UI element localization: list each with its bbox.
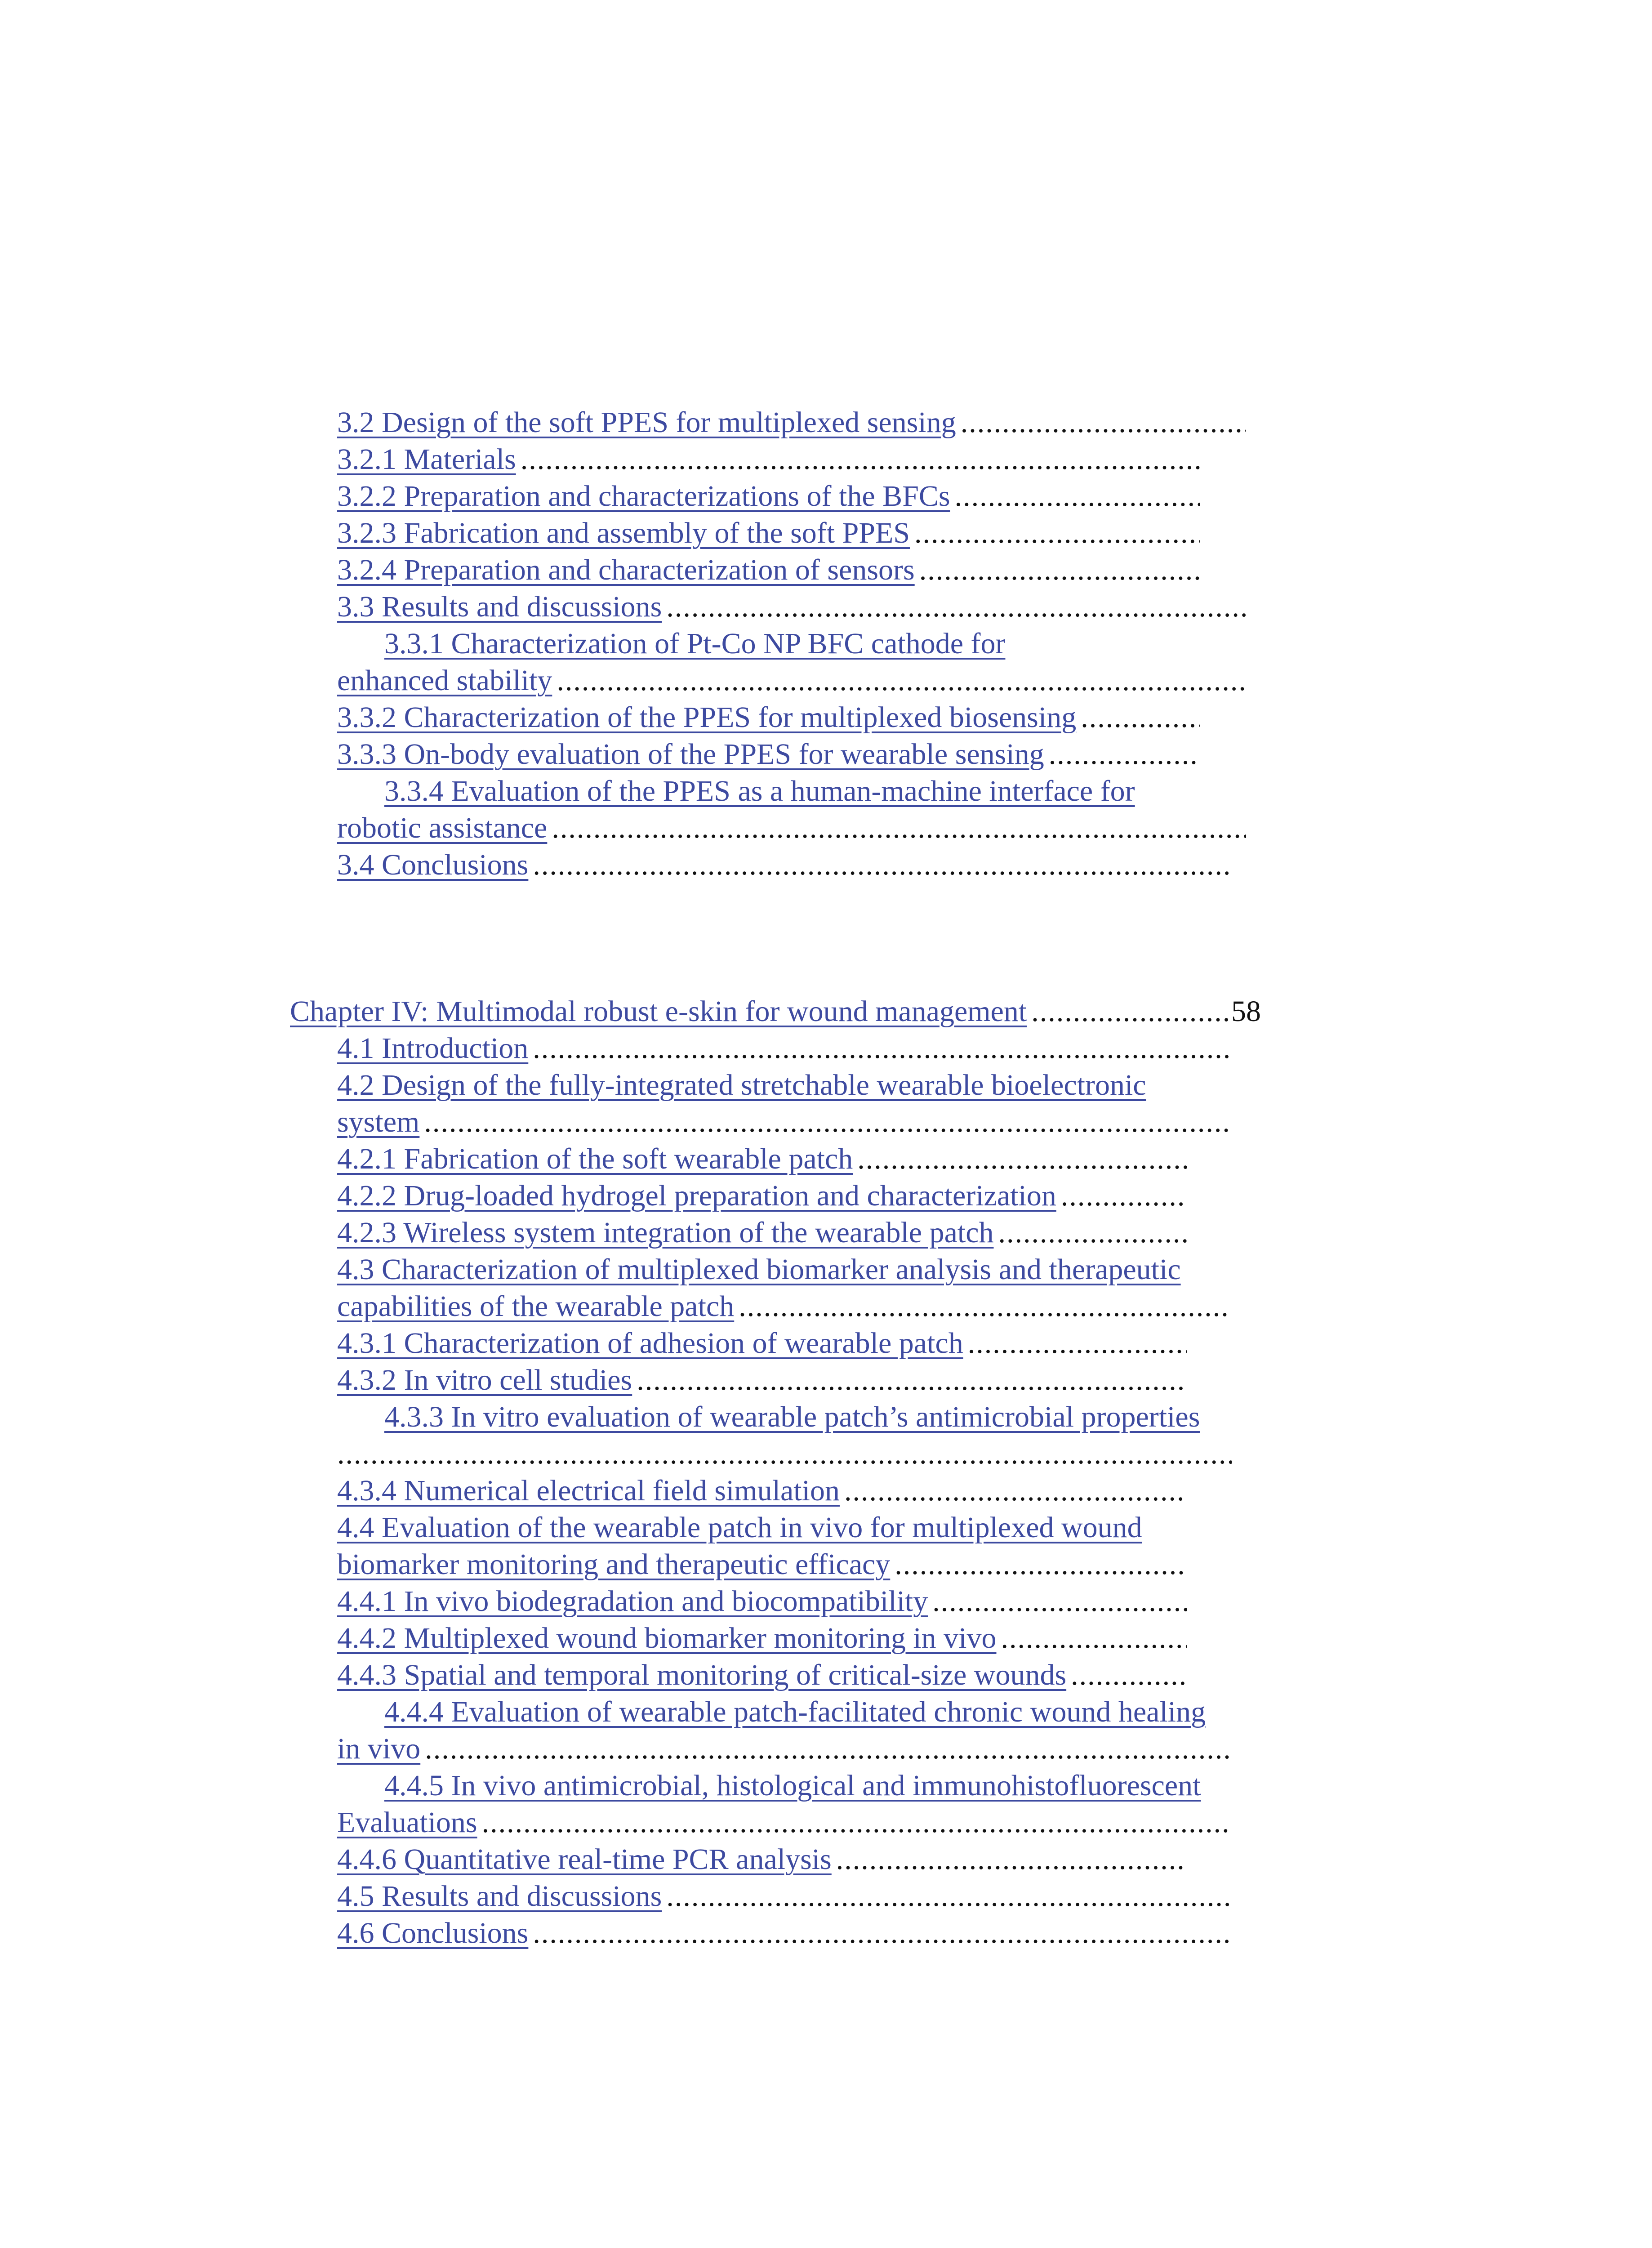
toc-link[interactable]: 4.5 Results and discussions: [337, 1880, 662, 1913]
toc-entry: [337, 478, 1200, 514]
toc-link[interactable]: 4.4.3 Spatial and temporal monitoring of critical-size wounds: [337, 1659, 1067, 1691]
dot-leader: [955, 478, 1200, 514]
toc-entry: [337, 1030, 1232, 1066]
toc-link[interactable]: 4.3.1 Characterization of adhesion of wearable patch: [337, 1327, 963, 1360]
toc-entry: [384, 1768, 1256, 1804]
toc-link[interactable]: 3.2.1 Materials: [337, 443, 516, 476]
dot-leader: [836, 1842, 1187, 1878]
toc-link[interactable]: 4.6 Conclusions: [337, 1917, 529, 1949]
toc-entry: [337, 1805, 1232, 1841]
dot-leader: [557, 663, 1246, 699]
toc-entry: [337, 1547, 1187, 1583]
dot-leader: [895, 1547, 1187, 1583]
dot-leader: [919, 552, 1200, 588]
toc-entry: [337, 1252, 1259, 1288]
toc-link[interactable]: 4.4.6 Quantitative real-time PCR analysis: [337, 1843, 832, 1876]
dot-leader: [914, 515, 1200, 551]
toc-link[interactable]: 4.2 Design of the fully-integrated stretchable wearable bioelectronic: [337, 1069, 1146, 1102]
toc-entry: [337, 1289, 1227, 1325]
toc-link[interactable]: 3.3 Results and discussions: [337, 590, 662, 623]
dot-leader: [337, 1436, 1232, 1472]
dot-leader: [424, 1104, 1232, 1140]
toc-entry: [337, 1141, 1187, 1177]
toc-entry: [337, 1067, 1236, 1103]
toc-link[interactable]: system: [337, 1106, 420, 1138]
toc-entry: [337, 1362, 1187, 1398]
toc-link[interactable]: 3.3.2 Characterization of the PPES for multiplexed biosensing: [337, 701, 1077, 734]
dot-leader: [1049, 736, 1200, 772]
toc-link[interactable]: 4.3.4 Numerical electrical field simulation: [337, 1474, 840, 1507]
toc-entry: [337, 405, 1246, 441]
toc-link[interactable]: 3.2 Design of the soft PPES for multiplexed sensing: [337, 406, 956, 439]
dot-leader: [932, 1583, 1187, 1619]
toc-link[interactable]: 4.3.2 In vitro cell studies: [337, 1364, 632, 1396]
toc-entry: [337, 1620, 1187, 1656]
toc-link[interactable]: 4.4.2 Multiplexed wound biomarker monitoring in vivo: [337, 1622, 997, 1655]
toc-link[interactable]: 3.3.3 On-body evaluation of the PPES for wearable sensing: [337, 738, 1044, 771]
toc-entry: [337, 1104, 1232, 1140]
toc-link[interactable]: 4.2.2 Drug-loaded hydrogel preparation and characterization: [337, 1179, 1056, 1212]
toc-entry: [337, 700, 1200, 736]
toc-entry: [337, 589, 1246, 625]
toc-entry: [337, 552, 1200, 588]
toc-link[interactable]: 3.2.2 Preparation and characterizations of the BFCs: [337, 480, 950, 513]
dot-leader: [1031, 994, 1229, 1030]
toc-entry: [337, 1842, 1187, 1878]
toc-entry: [337, 1178, 1187, 1214]
chapter-link[interactable]: Chapter IV: Multimodal robust e-skin for wound management: [290, 995, 1027, 1028]
toc-link[interactable]: biomarker monitoring and therapeutic efficacy: [337, 1548, 891, 1581]
toc-link[interactable]: 3.4 Conclusions: [337, 848, 529, 881]
dot-leader: [533, 1915, 1232, 1951]
toc-entry: [337, 1325, 1187, 1361]
toc-link[interactable]: 4.2.3 Wireless system integration of the wearable patch: [337, 1216, 994, 1249]
toc-link[interactable]: in vivo: [337, 1732, 421, 1765]
toc-entry: [384, 1399, 1256, 1435]
dot-leader: [521, 442, 1200, 477]
toc-entry: [384, 626, 1229, 662]
toc-link[interactable]: 4.4.1 In vivo biodegradation and biocompatibility: [337, 1585, 928, 1618]
dot-leader: [739, 1289, 1227, 1325]
dot-leader: [857, 1141, 1187, 1177]
toc-entry: [337, 1731, 1232, 1767]
dot-leader: [533, 1030, 1232, 1066]
toc-entry: [337, 1436, 1232, 1472]
toc-entry: [337, 663, 1246, 699]
toc-entry: [337, 736, 1200, 772]
toc-link[interactable]: 4.1 Introduction: [337, 1032, 529, 1065]
toc-entry: [337, 847, 1232, 883]
dot-leader: [844, 1473, 1187, 1509]
toc-link[interactable]: 3.2.3 Fabrication and assembly of the soft PPES: [337, 517, 910, 549]
dot-leader: [552, 810, 1246, 846]
toc-entry: [337, 1915, 1232, 1951]
chapter-heading: [290, 994, 1261, 1030]
toc-entry: [337, 1657, 1187, 1693]
toc-entry: [337, 1510, 1232, 1546]
dot-leader: [533, 847, 1232, 883]
toc-entry: [337, 1215, 1187, 1251]
toc-entry: [337, 810, 1246, 846]
toc-link[interactable]: capabilities of the wearable patch: [337, 1290, 735, 1323]
toc-link[interactable]: robotic assistance: [337, 812, 548, 844]
toc-entry: [337, 1583, 1187, 1619]
dot-leader: [998, 1215, 1187, 1251]
page-number: 58: [1231, 995, 1261, 1028]
toc-entry: [384, 773, 1238, 809]
toc-link[interactable]: Evaluations: [337, 1806, 477, 1839]
dot-leader: [666, 589, 1246, 625]
toc-entry: [384, 1694, 1256, 1730]
dot-leader: [482, 1805, 1232, 1841]
toc-link[interactable]: 4.3.3 In vitro evaluation of wearable patch’s antimicrobial properties: [384, 1401, 1200, 1433]
dot-leader: [1081, 700, 1200, 736]
dot-leader: [425, 1731, 1232, 1767]
toc-link[interactable]: 3.2.4 Preparation and characterization of sensors: [337, 553, 915, 586]
toc-link[interactable]: 4.4 Evaluation of the wearable patch in vivo for multiplexed wound: [337, 1511, 1142, 1544]
dot-leader: [1071, 1657, 1187, 1693]
dot-leader: [1061, 1178, 1187, 1214]
dot-leader: [666, 1878, 1232, 1914]
toc-entry: [337, 515, 1200, 551]
dot-leader: [637, 1362, 1187, 1398]
toc-link[interactable]: 4.2.1 Fabrication of the soft wearable patch: [337, 1142, 853, 1175]
toc-entry: [337, 1878, 1232, 1914]
toc-link[interactable]: 4.4.5 In vivo antimicrobial, histological and immunohistofluorescent: [384, 1769, 1201, 1802]
toc-entry: [337, 1473, 1187, 1509]
dot-leader: [968, 1325, 1187, 1361]
toc-entry: [337, 442, 1200, 477]
toc-link[interactable]: 4.4.4 Evaluation of wearable patch-facilitated chronic wound healing: [384, 1695, 1206, 1728]
dot-leader: [1001, 1620, 1187, 1656]
toc-link[interactable]: 3.3.4 Evaluation of the PPES as a human-machine interface for: [384, 775, 1135, 807]
toc-link[interactable]: 4.3 Characterization of multiplexed biomarker analysis and therapeutic: [337, 1253, 1181, 1286]
toc-link[interactable]: 3.3.1 Characterization of Pt-Co NP BFC cathode for: [384, 627, 1006, 660]
dot-leader: [961, 405, 1246, 441]
toc-link[interactable]: enhanced stability: [337, 664, 552, 697]
